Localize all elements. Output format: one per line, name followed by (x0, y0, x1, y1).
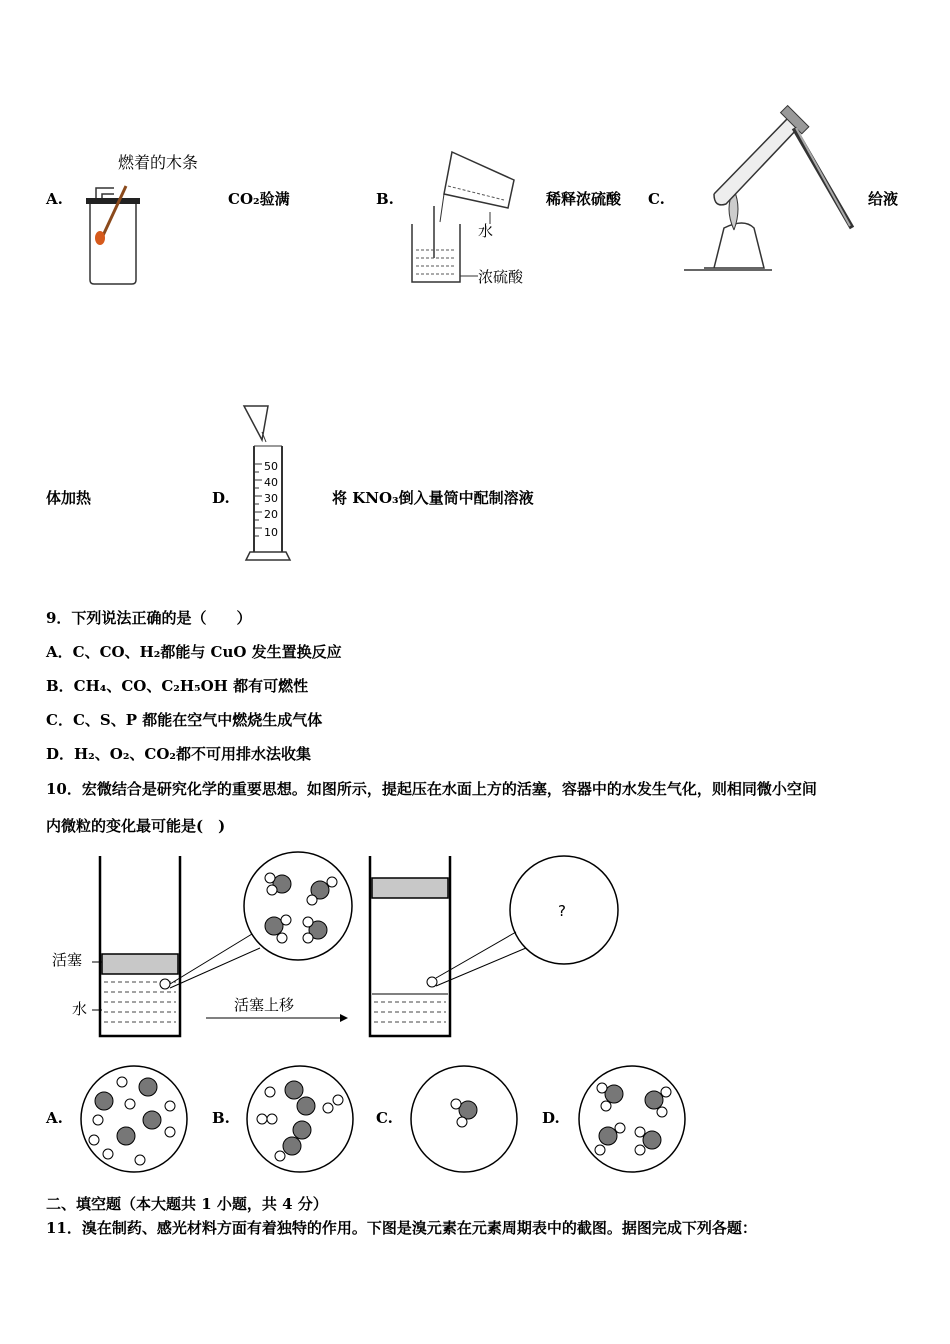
q10-option-b-letter: B. (212, 1109, 230, 1127)
q9-option-b: B．CH₄、CO、C₂H₅OH 都有可燃性 (46, 677, 309, 695)
option-a-circle (78, 1064, 190, 1174)
option-d-letter: D. (212, 489, 230, 507)
piston-diagram (0, 850, 640, 1045)
question-mark-label: ? (558, 902, 566, 920)
q10-option-a-letter: A. (46, 1109, 63, 1127)
option-c-letter: C. (648, 190, 665, 208)
option-d-text: 将 KNO₃倒入量筒中配制溶液 (332, 489, 534, 507)
cyl-tick-20: 20 (264, 508, 278, 521)
water-label: 水 (478, 222, 494, 240)
q10-stem-line1: 10．宏微结合是研究化学的重要思想。如图所示，提起压在水面上方的活塞，容器中的水发生气化，则相同微小空间 (46, 780, 817, 798)
heating-tube-figure (684, 108, 864, 276)
water-level-label: 水 (72, 1000, 88, 1018)
q9-option-a: A．C、CO、H₂都能与 CuO 发生置换反应 (46, 643, 342, 661)
q9-stem: 9．下列说法正确的是（ ） (46, 609, 252, 627)
q10-stem-line2: 内微粒的变化最可能是( ) (46, 817, 226, 835)
q11-stem: 11．溴在制药、感光材料方面有着独特的作用。下图是溴元素在元素周期表中的截图。据图完成下列各题： (46, 1219, 757, 1237)
option-d-circle (576, 1064, 688, 1174)
q9-option-d: D．H₂、O₂、CO₂都不可用排水法收集 (46, 745, 311, 763)
q9-option-c: C．C、S、P 都能在空气中燃烧生成气体 (46, 711, 323, 729)
section-2-title: 二、填空题（本大题共 1 小题，共 4 分） (46, 1195, 328, 1213)
q10-option-d-letter: D. (542, 1109, 560, 1127)
option-a-letter: A. (46, 190, 63, 208)
burning-stick-label: 燃着的木条 (118, 153, 199, 172)
acid-label: 浓硫酸 (478, 268, 524, 286)
option-b-letter: B. (376, 190, 394, 208)
option-c-text-1: 给液 (868, 190, 899, 208)
cyl-tick-40: 40 (264, 476, 278, 489)
option-b-text: 稀释浓硫酸 (546, 190, 622, 208)
cyl-tick-10: 10 (264, 526, 278, 539)
q10-option-c-letter: C. (376, 1109, 393, 1127)
cyl-tick-30: 30 (264, 492, 278, 505)
cyl-tick-50: 50 (264, 460, 278, 473)
gas-bottle-figure (78, 180, 148, 288)
piston-label: 活塞 (52, 951, 83, 969)
option-c-text-2: 体加热 (46, 489, 92, 507)
move-up-label: 活塞上移 (234, 996, 295, 1014)
option-b-circle (244, 1064, 356, 1174)
option-a-text: CO₂验满 (228, 190, 290, 208)
option-c-circle (408, 1064, 520, 1174)
